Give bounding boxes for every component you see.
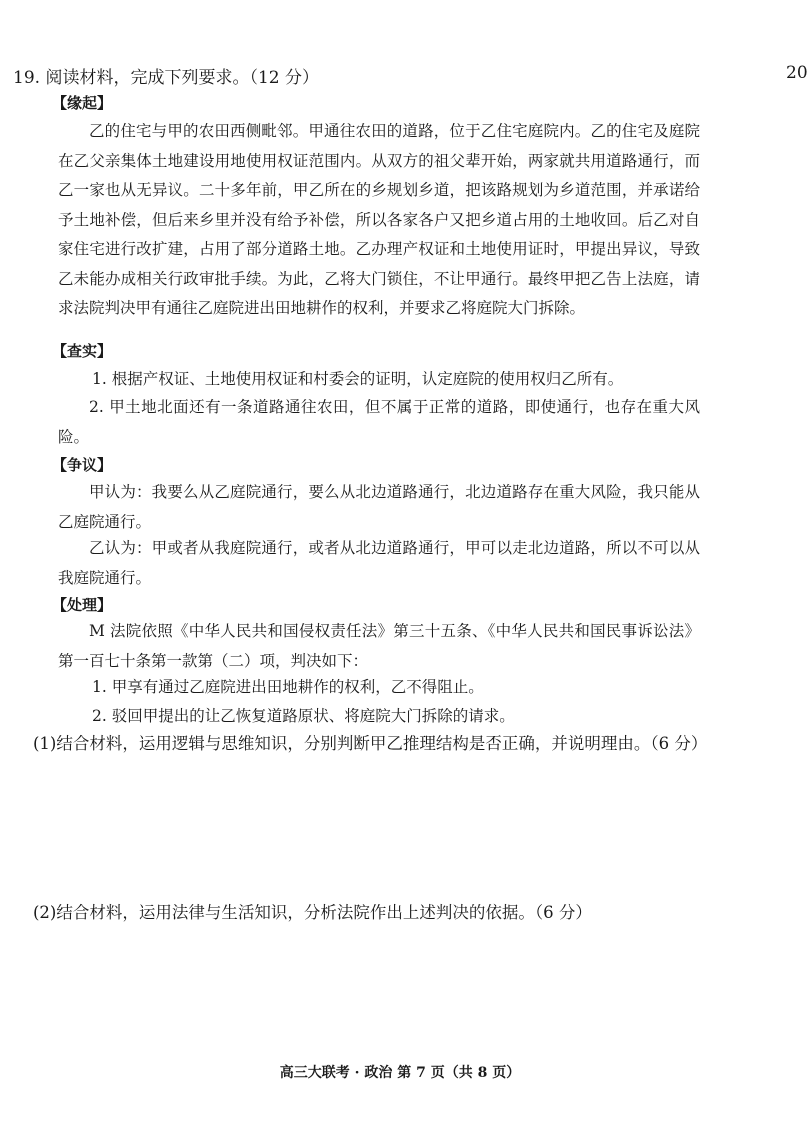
facts-item-2: 2. 甲土地北面还有一条道路通往农田，但不属于正常的道路，即使通行，也存在重大风险。 xyxy=(58,398,700,446)
subquestion-1: (1)结合材料，运用逻辑与思维知识，分别判断甲乙推理结构是否正确，并说明理由。（6 分） xyxy=(33,734,708,753)
section-facts-title: 【查实】 xyxy=(52,342,113,360)
subquestion-2: (2)结合材料，运用法律与生活知识，分析法院作出上述判决的依据。（6 分） xyxy=(33,903,592,922)
section-origin-title: 【缘起】 xyxy=(52,94,113,112)
handling-text: M 法院依照《中华人民共和国侵权责任法》第三十五条、《中华人民共和国民事诉讼法》第一百七十条第一款第（二）项，判决如下： xyxy=(58,622,700,670)
facts-item-1: 1. 根据产权证、土地使用权证和村委会的证明，认定庭院的使用权归乙所有。 xyxy=(92,370,624,388)
section-origin-text: 乙的住宅与甲的农田西侧毗邻。甲通往农田的道路，位于乙住宅庭院内。乙的住宅及庭院在乙父亲集体土地建设用地使用权证范围内。从双方的祖父辈开始，两家就共用道路通行，而乙一家也从无异议。二十多年前，甲乙所在的乡规划乡道，把该路规划为乡道范围，并承诺给予土地补偿，但后来乡里并没有给予补偿，所以各家各户又把乡道占用的土地收回。后乙对自家住宅进行改扩建，占用了部分道路土地。乙办理产权证和土地使用证时，甲提出异议，导致乙未能办成相关行政审批手续。为此，乙将大门锁住，不让甲通行。最终甲把乙告上法庭，请求法院判决甲有通往乙庭院进出田地耕作的权利，并要求乙将庭院大门拆除。 xyxy=(58,122,700,317)
dispute-yi: 乙认为：甲或者从我庭院通行，或者从北边道路通行，甲可以走北边道路，所以不可以从我庭院通行。 xyxy=(58,539,700,587)
handling-item-1: 1. 甲享有通过乙庭院进出田地耕作的权利，乙不得阻止。 xyxy=(92,678,484,696)
page-footer: 高三大联考 · 政治 第 7 页（共 8 页） xyxy=(279,1065,521,1081)
page-corner-number: 20 xyxy=(786,63,808,83)
dispute-jia: 甲认为：我要么从乙庭院通行，要么从北边道路通行，北边道路存在重大风险，我只能从乙庭院通行。 xyxy=(58,483,700,531)
section-dispute-title: 【争议】 xyxy=(52,456,113,474)
handling-item-2: 2. 驳回甲提出的让乙恢复道路原状、将庭院大门拆除的请求。 xyxy=(92,707,515,725)
question-header: 19. 阅读材料，完成下列要求。（12 分） xyxy=(13,68,319,88)
section-handling-title: 【处理】 xyxy=(52,596,113,614)
